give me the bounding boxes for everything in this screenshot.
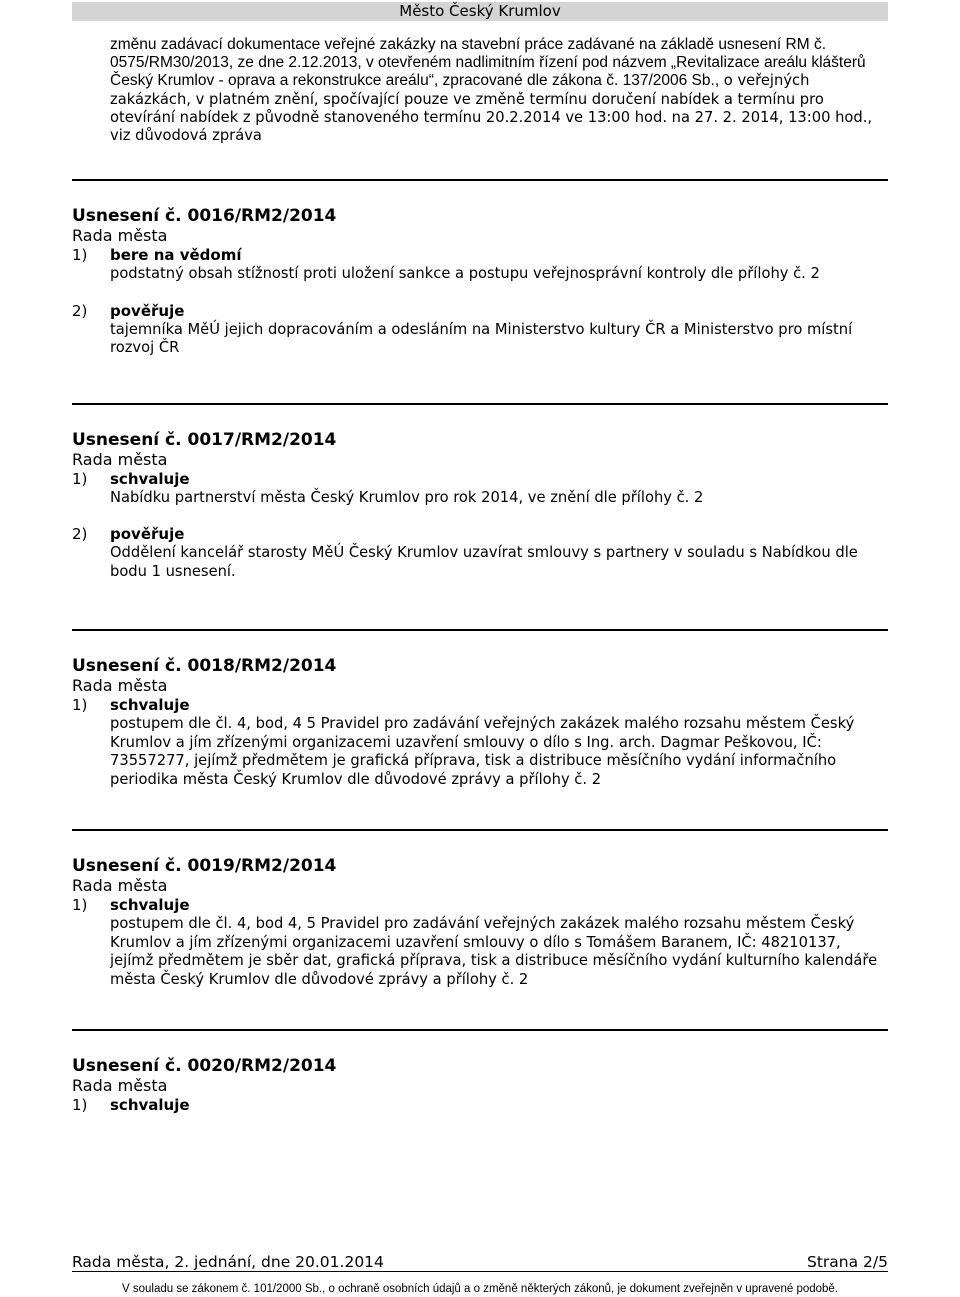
council-name: Rada města [72, 226, 168, 246]
document-body [72, 36, 888, 1115]
resolution-item [72, 525, 888, 581]
section-divider [72, 829, 888, 831]
item-text: podstatný obsah stížností proti uložení sankce a postupu veřejnosprávní kontroly dle přílohy č. 2 [110, 265, 820, 283]
council-name: Rada města [72, 876, 168, 896]
section-divider [72, 1029, 888, 1031]
item-text: postupem dle čl. 4, bod, 4 5 Pravidel pro zadávání veřejných zakázek malého rozsahu městem Český Krumlov a jím zřízenými organizacemi uzavření smlouvy o dílo s Ing. arch. Dagmar Peškovou, IČ: 73557277, jejímž předmětem je grafická příprava, tisk a distribuce měsíčního vydání informačního periodika města Český Krumlov dle důvodové zprávy a přílohy č. 2 [110, 715, 855, 788]
item-action: schvaluje [110, 469, 190, 488]
council-name: Rada města [72, 449, 168, 469]
item-number: 1) [72, 696, 88, 715]
item-action: schvaluje [110, 1096, 190, 1115]
item-text: Nabídku partnerství města Český Krumlov pro rok 2014, ve znění dle přílohy č. 2 [110, 488, 704, 506]
resolution-0018 [72, 656, 888, 789]
council-name: Rada města [72, 676, 168, 696]
item-action: schvaluje [110, 696, 190, 715]
resolution-item [72, 470, 888, 508]
page-header [72, 2, 888, 21]
resolution-0017 [72, 430, 888, 582]
header-title: Město Český Krumlov [399, 2, 561, 20]
resolution-0016 [72, 206, 888, 358]
resolution-item [72, 246, 888, 284]
item-number: 1) [72, 896, 88, 915]
resolution-title: Usnesení č. 0018/RM2/2014 [72, 656, 337, 677]
resolution-item [72, 1096, 888, 1115]
meeting-info: Rada města, 2. jednání, dne 20.01.2014 [72, 1253, 384, 1271]
intro-part1: změnu zadávací dokumentace veřejné zakázky na stavební práce zadávané na základě usnesení RM č. 0575/RM30/2013, ze dne 2.12.2013, v otevřeném nadlimitním řízení pod názvem „Revitalizace areálu klášterů Český Krumlov - oprava a rekonstrukce areálu“, zpracované dle zákona č. 137/2006 Sb., [110, 36, 866, 90]
item-action: pověřuje [110, 301, 185, 320]
resolution-title: Usnesení č. 0019/RM2/2014 [72, 856, 337, 877]
resolution-0019 [72, 856, 888, 989]
resolution-item [72, 896, 888, 989]
legal-notice: V souladu se zákonem č. 101/2000 Sb., o ochraně osobních údajů a o změně některých zákonů, je dokument zveřejněn v upravené podobě. [121, 1283, 839, 1295]
item-text: postupem dle čl. 4, bod 4, 5 Pravidel pro zadávání veřejných zakázek malého rozsahu městem Český Krumlov a jím zřízenými organizacemi uzavření smlouvy o dílo s Tomášem Baranem, IČ: 48210137, jejímž předmětem je sběr dat, grafická příprava, tisk a distribuce měsíčního vydání kulturního kalendáře města Český Krumlov dle důvodové zprávy a přílohy č. 2 [110, 915, 878, 988]
item-number: 1) [72, 1096, 88, 1115]
resolution-0020 [72, 1056, 888, 1115]
section-divider [72, 403, 888, 405]
section-divider [72, 179, 888, 181]
item-action: bere na vědomí [110, 246, 242, 265]
resolution-title: Usnesení č. 0016/RM2/2014 [72, 206, 337, 227]
intro-paragraph [110, 36, 888, 145]
item-text: Oddělení kancelář starosty MěÚ Český Krumlov uzavírat smlouvy s partnery v souladu s Nabídkou dle bodu 1 usnesení. [110, 544, 858, 580]
resolution-title: Usnesení č. 0017/RM2/2014 [72, 429, 337, 450]
item-number: 2) [72, 301, 88, 320]
item-number: 2) [72, 525, 88, 544]
page-footer [72, 1253, 888, 1272]
item-action: schvaluje [110, 896, 190, 915]
page-number: Strana 2/5 [807, 1253, 888, 1271]
intro-part2: o veřejných zakázkách, v platném znění, spočívající pouze ve změně termínu doručení nabídek a termínu pro otevírání nabídek z původně stanoveného termínu 20.2.2014 ve 13:00 hod. na 27. 2. 2014, 13:00 hod., viz důvodová zpráva [110, 72, 873, 145]
council-name: Rada města [72, 1076, 168, 1096]
item-number: 1) [72, 246, 88, 265]
section-divider [72, 629, 888, 631]
item-number: 1) [72, 469, 88, 488]
resolution-item [72, 302, 888, 358]
item-action: pověřuje [110, 525, 185, 544]
resolution-title: Usnesení č. 0020/RM2/2014 [72, 1056, 337, 1077]
resolution-item [72, 696, 888, 789]
item-text: tajemníka MěÚ jejich dopracováním a odesláním na Ministerstvo kultury ČR a Ministerstvo pro místní rozvoj ČR [110, 320, 853, 357]
